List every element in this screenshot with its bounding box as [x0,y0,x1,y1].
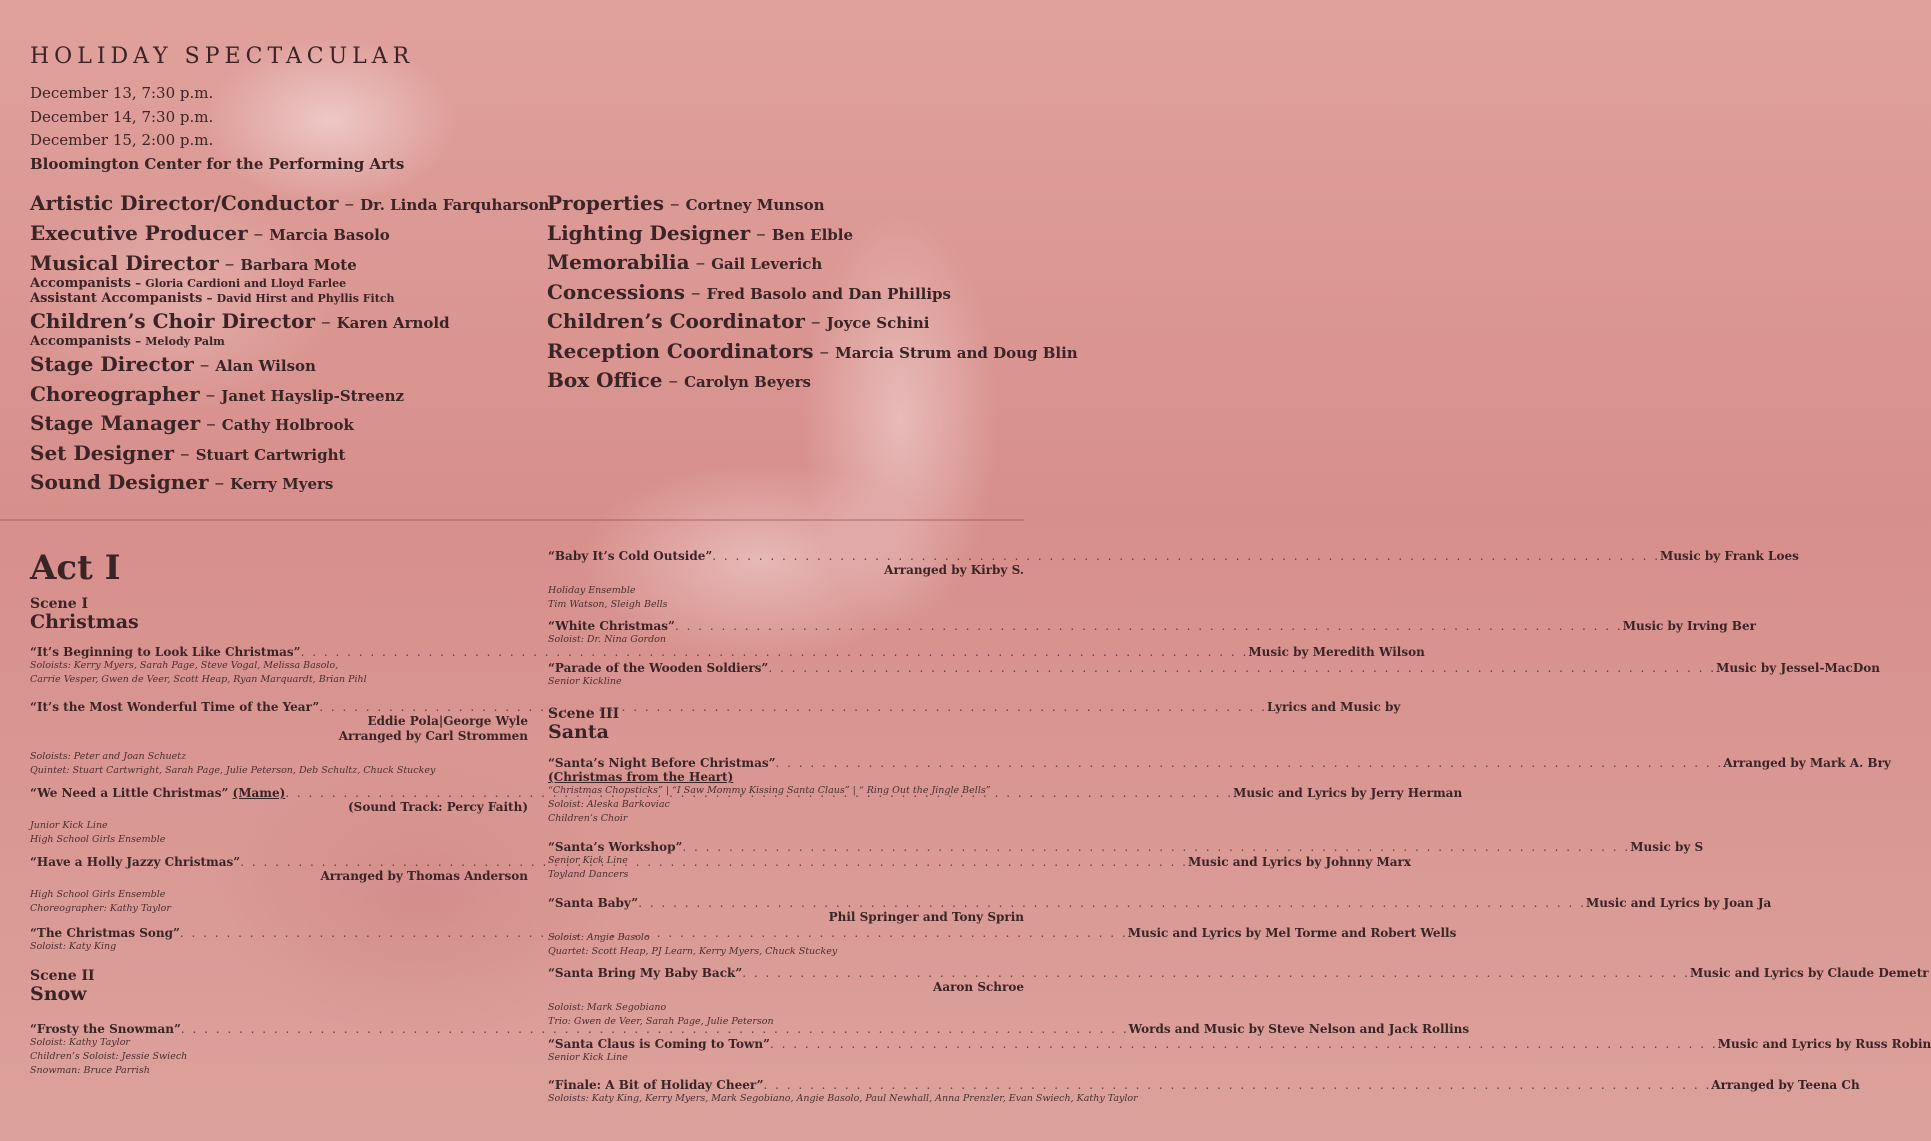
song-note: Snowman: Bruce Parrish [30,1065,150,1076]
song-credit: Music by Jessel-MacDon [1716,661,1880,675]
song-note: Soloist: Kathy Taylor [30,1037,130,1048]
credit-name: Alan Wilson [215,357,316,375]
song-title: “It’s the Most Wonderful Time of the Year” [30,700,320,714]
song-credit: Music by Frank Loes [1660,549,1799,563]
song-credit-extra: (Sound Track: Percy Faith) [347,800,528,814]
song-item [548,619,1756,647]
credit-role: Sound Designer [30,470,209,494]
song-subtitle: (Christmas from the Heart) [548,770,734,784]
credit-name: Gloria Cardioni and Lloyd Farlee [145,277,347,290]
credit-sep: – [315,311,337,333]
credit-sep: – [218,253,241,275]
credit-role: Box Office [547,368,663,392]
credit-row [547,308,1024,338]
credit-row [30,310,549,334]
credit-name: Cortney Munson [685,196,825,214]
song-credit: Music and Lyrics by Joan Ja [1585,896,1772,910]
song-credit: Arranged by Teena Ch [1711,1078,1860,1092]
credit-role: Reception Coordinators [547,338,814,363]
song-credit-extra: Eddie Pola|George Wyle [367,714,528,728]
credit-role: Children’s Coordinator [547,309,805,333]
scene-1-heading [30,596,139,632]
song-item [548,1078,1860,1106]
scene-2-heading [30,968,95,1004]
song-title: “Santa’s Workshop” [548,840,683,854]
song-credit: Music by Meredith Wilson [1248,645,1425,659]
credit-name: Marcia Basolo [269,225,390,244]
song-note: “Christmas Chopsticks” | “I Saw Mommy Kissing Santa Claus” | “ Ring Out the Jingle Bells” [548,785,991,796]
song-note: Soloists: Katy King, Kerry Myers, Mark Segobiano, Angie Basolo, Paul Newhall, Anna Prenzler, Evan Swiech, Kathy Taylor [548,1093,1138,1104]
song-title: “Santa Bring My Baby Back” [548,966,743,980]
credit-role: Concessions [547,279,685,304]
song-note: Quartet: Scott Heap, PJ Learn, Kerry Myers, Chuck Stuckey [548,946,838,957]
credit-row [30,440,549,470]
song-note: High School Girls Ensemble [30,889,166,900]
scene-name: Christmas [30,611,139,633]
song-title: “Santa Baby” [548,896,639,910]
song-note: Soloists: Peter and Joan Schuetz [30,751,187,762]
song-credit: Music by S [1630,840,1704,854]
credit-name: Kerry Myers [230,475,334,493]
song-credit-extra: Arranged by Kirby S. [884,563,1024,577]
credit-sep: – [684,281,707,304]
song-title: “Santa’s Night Before Christmas” [548,756,776,770]
song-credit-extra: Aaron Schroe [933,980,1024,994]
song-title: “Frosty the Snowman” [30,1022,181,1036]
song-credit: Music and Lyrics by Claude Demetr [1689,966,1929,980]
song-note: Children’s Choir [548,813,628,824]
credit-role: Assistant Accompanists [30,291,203,306]
performance-dates [30,82,404,176]
credit-role: Stage Director [30,352,194,376]
credit-row [30,190,549,220]
credit-name: David Hirst and Phyllis Fitch [216,292,395,305]
song-note: Children’s Soloist: Jessie Swiech [30,1051,188,1062]
scene-3-heading [548,706,619,742]
act-heading: Act I [30,548,121,588]
scene-name: Snow [30,983,87,1005]
credit-row [30,220,549,250]
credit-sep: – [813,340,836,363]
credit-name: Janet Hayslip-Streenz [221,386,405,405]
page-title: HOLIDAY SPECTACULAR [30,44,415,69]
song-note: Choreographer: Kathy Taylor [30,903,171,914]
song-note: Carrie Vesper, Gwen de Veer, Scott Heap, Ryan Marquardt, Brian Pihl [30,674,367,685]
song-note: Soloist: Katy King [30,941,117,952]
song-note: Holiday Ensemble [548,585,636,596]
song-credit: Music and Lyrics by Mel Torme and Robert Wells [1127,926,1457,940]
song-note: Soloist: Mark Segobiano [548,1002,667,1013]
song-note: High School Girls Ensemble [30,834,166,845]
song-title: “Santa Claus is Coming to Town” [548,1037,770,1051]
credit-role: Children’s Choir Director [30,309,316,333]
credit-sep: – [338,193,361,215]
credit-sep: – [199,383,222,406]
date-1: December 13, 7:30 p.m. [30,84,214,102]
song-note: Toyland Dancers [548,869,629,880]
scene-label: Scene III [548,706,620,722]
credit-row [547,249,1024,279]
credit-name: Dr. Linda Farquharson [360,196,550,214]
song-title: “White Christmas” [548,619,675,633]
credits-left [30,190,549,499]
credit-sep: – [130,334,146,348]
credit-name: Stuart Cartwright [195,445,346,464]
credit-role: Musical Director [30,251,219,275]
credit-row [30,291,549,306]
song-title: “It’s Beginning to Look Like Christmas” [30,645,301,659]
credit-row [30,252,549,276]
song-credit-extra: Phil Springer and Tony Sprin [828,910,1024,924]
song-title: “Baby It’s Cold Outside” [548,549,713,563]
song-credit: Music and Lyrics by Johnny Marx [1187,855,1412,869]
credit-sep: – [689,252,712,274]
credit-role: Lighting Designer [547,220,751,245]
credit-row [547,190,1024,220]
scene-label: Scene II [30,968,95,984]
credit-name: Carolyn Beyers [684,373,811,391]
credit-name: Ben Elble [771,225,854,244]
song-credit-extra: Arranged by Thomas Anderson [320,869,528,883]
song-credit-extra: Arranged by Carl Strommen [338,729,528,743]
credit-row [547,338,1078,368]
credit-sep: – [208,472,231,494]
song-note: Senior Kick Line [548,1052,628,1063]
credit-name: Melody Palm [145,335,225,348]
credit-role: Properties [547,191,664,215]
song-credit: Lyrics and Music by [1267,700,1401,714]
credit-row [30,334,549,349]
credit-sep: – [200,413,222,435]
credit-row [30,410,549,440]
credit-row [30,381,549,411]
song-credit: Music and Lyrics by Jerry Herman [1233,786,1463,800]
song-note: Senior Kick Line [548,855,628,866]
credit-sep: – [662,370,685,392]
song-note: Soloist: Angie Basolo [548,932,650,943]
credit-sep: – [174,442,196,465]
credit-name: Karen Arnold [336,314,450,332]
scene-label: Scene I [30,596,89,612]
credit-row [30,351,549,381]
credit-role: Set Designer [30,440,175,465]
date-3: December 15, 2:00 p.m. [30,131,214,149]
song-note: Quintet: Stuart Cartwright, Sarah Page, Julie Peterson, Deb Schultz, Chuck Stuckey [30,765,436,776]
song-item [548,549,1799,612]
song-note: Tim Watson, Sleigh Bells [548,599,668,610]
credit-row [547,367,1024,397]
song-credit: Music and Lyrics by Russ Robin [1717,1037,1931,1051]
song-title: “Parade of the Wooden Soldiers” [548,661,769,675]
song-title: “Have a Holly Jazzy Christmas” [30,855,241,869]
venue: Bloomington Center for the Performing Arts [30,154,405,173]
credit-row [30,469,549,499]
credit-row [547,279,1024,309]
credit-sep: – [750,222,772,245]
scene-name: Santa [548,721,609,743]
credit-sep: – [130,276,146,290]
credit-row [30,276,549,291]
credit-role: Accompanists [30,276,131,291]
song-show: (Mame) [232,786,286,800]
song-title: “Finale: A Bit of Holiday Cheer” [548,1078,764,1092]
credit-name: Joyce Schini [826,314,930,332]
credit-name: Cathy Holbrook [221,416,354,434]
page-fold [0,519,1024,521]
credit-name: Marcia Strum and Doug Blin [835,343,1078,362]
credit-name: Fred Basolo and Dan Phillips [706,284,951,303]
song-item [548,661,1880,689]
credit-role: Memorabilia [547,250,690,274]
credit-row [547,220,1024,250]
credit-sep: – [202,291,217,305]
song-title: “The Christmas Song” [30,926,180,940]
credits-right [547,190,1078,397]
song-note: Junior Kick Line [30,820,108,831]
credit-sep: – [193,354,216,376]
song-title: “We Need a Little Christmas” [30,786,229,800]
song-note: Senior Kickline [548,676,622,687]
song-credit: Arranged by Mark A. Bry [1723,756,1891,770]
credit-role: Choreographer [30,381,200,406]
credit-role: Artistic Director/Conductor [30,191,339,215]
credit-role: Executive Producer [30,220,248,245]
song-note: Trio: Gwen de Veer, Sarah Page, Julie Peterson [548,1016,774,1027]
date-2: December 14, 7:30 p.m. [30,107,214,126]
song-note: Soloist: Dr. Nina Gordon [548,634,667,645]
credit-name: Barbara Mote [240,256,357,274]
credit-role: Accompanists [30,334,131,349]
song-credit: Words and Music by Steve Nelson and Jack Rollins [1128,1022,1470,1036]
credit-sep: – [804,311,827,333]
credit-role: Stage Manager [30,411,201,435]
song-item [548,1037,1931,1065]
song-note: Soloist: Aleska Barkoviac [548,799,670,810]
credit-sep: – [663,193,686,215]
song-note: Soloists: Kerry Myers, Sarah Page, Steve Vogal, Melissa Basolo, [30,660,339,671]
credit-sep: – [247,222,270,245]
credit-name: Gail Leverich [711,255,823,273]
song-credit: Music by Irving Ber [1622,619,1756,633]
